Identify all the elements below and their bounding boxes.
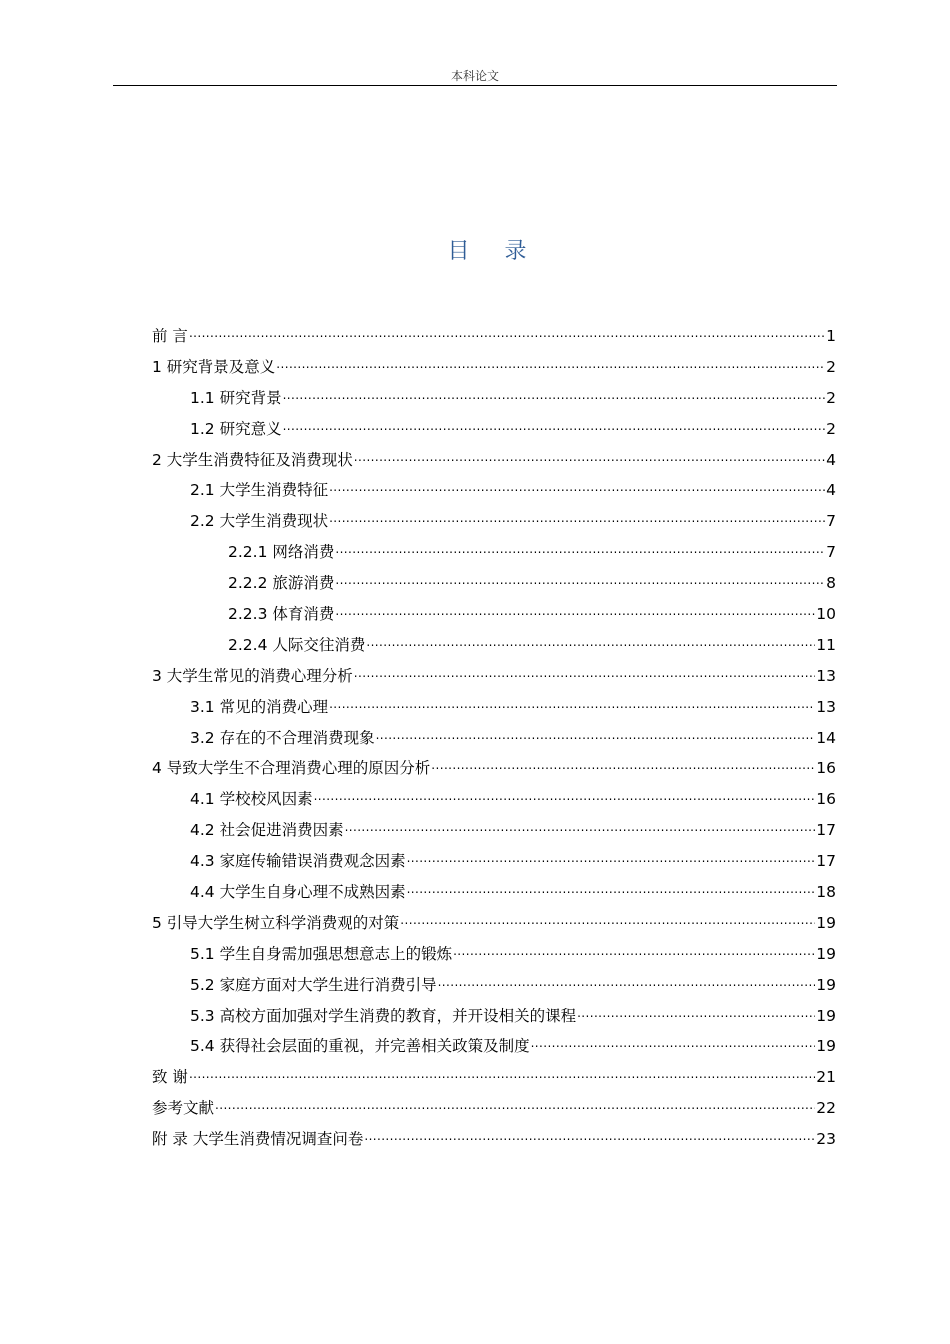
toc-dot-leader (283, 379, 826, 399)
toc-dot-leader (345, 811, 816, 831)
toc-dot-leader (283, 410, 826, 430)
toc-entry-label: 1.2 研究意义 (190, 419, 282, 438)
toc-dot-leader (376, 719, 816, 739)
toc-entry-page-number: 17 (816, 821, 836, 840)
toc-entry-label: 1.1 研究背景 (190, 388, 282, 407)
toc-entry-page-number: 16 (816, 759, 836, 778)
toc-dot-leader (329, 471, 825, 491)
toc-entry-page-number: 19 (816, 975, 836, 994)
toc-entry-page-number: 19 (816, 1037, 836, 1056)
toc-entry-label: 5.2 家庭方面对大学生进行消费引导 (190, 975, 437, 994)
toc-title: 目 录 (447, 239, 541, 264)
toc-dot-leader (276, 348, 825, 368)
table-of-contents (152, 321, 836, 1155)
toc-dot-leader (531, 1027, 816, 1047)
toc-entry[interactable] (152, 1124, 836, 1155)
toc-entry-label: 1 研究背景及意义 (152, 357, 276, 376)
toc-entry-page-number: 23 (816, 1130, 836, 1149)
toc-dot-leader (453, 935, 815, 955)
toc-entry-page-number: 10 (816, 605, 836, 624)
toc-dot-leader (329, 502, 825, 522)
toc-entry-page-number: 21 (816, 1068, 836, 1087)
toc-entry-page-number: 8 (826, 574, 836, 593)
toc-entry-label: 4.4 大学生自身心理不成熟因素 (190, 883, 406, 902)
toc-entry-label: 参考文献 (152, 1099, 215, 1118)
toc-entry-page-number: 2 (826, 388, 836, 407)
toc-entry-page-number: 19 (816, 944, 836, 963)
toc-entry-label: 4.2 社会促进消费因素 (190, 821, 344, 840)
toc-dot-leader (577, 997, 815, 1017)
toc-dot-leader (189, 1058, 815, 1078)
toc-entry-label: 5.4 获得社会层面的重视，并完善相关政策及制度 (190, 1037, 530, 1056)
toc-dot-leader (335, 533, 825, 553)
toc-entry-label: 3.1 常见的消费心理 (190, 697, 329, 716)
toc-dot-leader (354, 657, 815, 677)
toc-entry-label: 3 大学生常见的消费心理分析 (152, 666, 353, 685)
toc-dot-leader (354, 441, 825, 461)
running-header: 本科论文 (450, 69, 499, 83)
toc-entry-label: 5 引导大学生树立科学消费观的对策 (152, 913, 400, 932)
toc-entry-page-number: 11 (816, 635, 836, 654)
toc-entry-label: 2.1 大学生消费特征 (190, 481, 329, 500)
toc-entry-label: 4 导致大学生不合理消费心理的原因分析 (152, 759, 431, 778)
toc-dot-leader (431, 749, 815, 769)
toc-dot-leader (314, 780, 816, 800)
toc-dot-leader (215, 1089, 815, 1109)
toc-dot-leader (400, 904, 815, 924)
toc-entry-page-number: 7 (826, 543, 836, 562)
toc-entry-label: 附 录 大学生消费情况调查问卷 (152, 1130, 364, 1149)
toc-entry-page-number: 18 (816, 883, 836, 902)
toc-dot-leader (407, 873, 816, 893)
toc-entry-page-number: 7 (826, 512, 836, 531)
toc-dot-leader (407, 842, 816, 862)
toc-entry-page-number: 13 (816, 666, 836, 685)
toc-entry-label: 2.2.2 旅游消费 (228, 574, 335, 593)
toc-entry-page-number: 13 (816, 697, 836, 716)
toc-entry-page-number: 19 (816, 913, 836, 932)
toc-dot-leader (366, 626, 815, 646)
toc-entry-label: 5.3 高校方面加强对学生消费的教育，并开设相关的课程 (190, 1006, 577, 1025)
toc-entry-page-number: 14 (816, 728, 836, 747)
toc-dot-leader (438, 966, 816, 986)
toc-entry-page-number: 16 (816, 790, 836, 809)
toc-entry-label: 2.2.3 体育消费 (228, 605, 335, 624)
toc-dot-leader (364, 1120, 815, 1140)
toc-entry-page-number: 4 (826, 481, 836, 500)
toc-entry-label: 2.2 大学生消费现状 (190, 512, 329, 531)
toc-entry-page-number: 2 (826, 419, 836, 438)
toc-dot-leader (335, 564, 825, 584)
toc-entry-label: 2.2.1 网络消费 (228, 543, 335, 562)
toc-dot-leader (329, 688, 815, 708)
toc-entry-page-number: 1 (826, 327, 836, 345)
toc-entry-page-number: 19 (816, 1006, 836, 1025)
toc-entry-label: 2.2.4 人际交往消费 (228, 635, 366, 654)
toc-entry-label: 4.1 学校校风因素 (190, 790, 313, 809)
toc-entry-page-number: 22 (816, 1099, 836, 1118)
toc-entry-label: 5.1 学生自身需加强思想意志上的锻炼 (190, 944, 453, 963)
toc-entry-label: 3.2 存在的不合理消费现象 (190, 728, 375, 747)
toc-entry-page-number: 17 (816, 852, 836, 871)
header-divider (113, 85, 837, 86)
toc-entry-page-number: 2 (826, 357, 836, 376)
toc-entry-label: 2 大学生消费特征及消费现状 (152, 450, 353, 469)
toc-entry-label: 前 言 (152, 327, 188, 345)
toc-entry-label: 致 谢 (152, 1068, 188, 1087)
toc-entry-label: 4.3 家庭传输错误消费观念因素 (190, 852, 406, 871)
toc-entry-page-number: 4 (826, 450, 836, 469)
toc-dot-leader (335, 595, 815, 615)
toc-dot-leader (189, 317, 825, 337)
